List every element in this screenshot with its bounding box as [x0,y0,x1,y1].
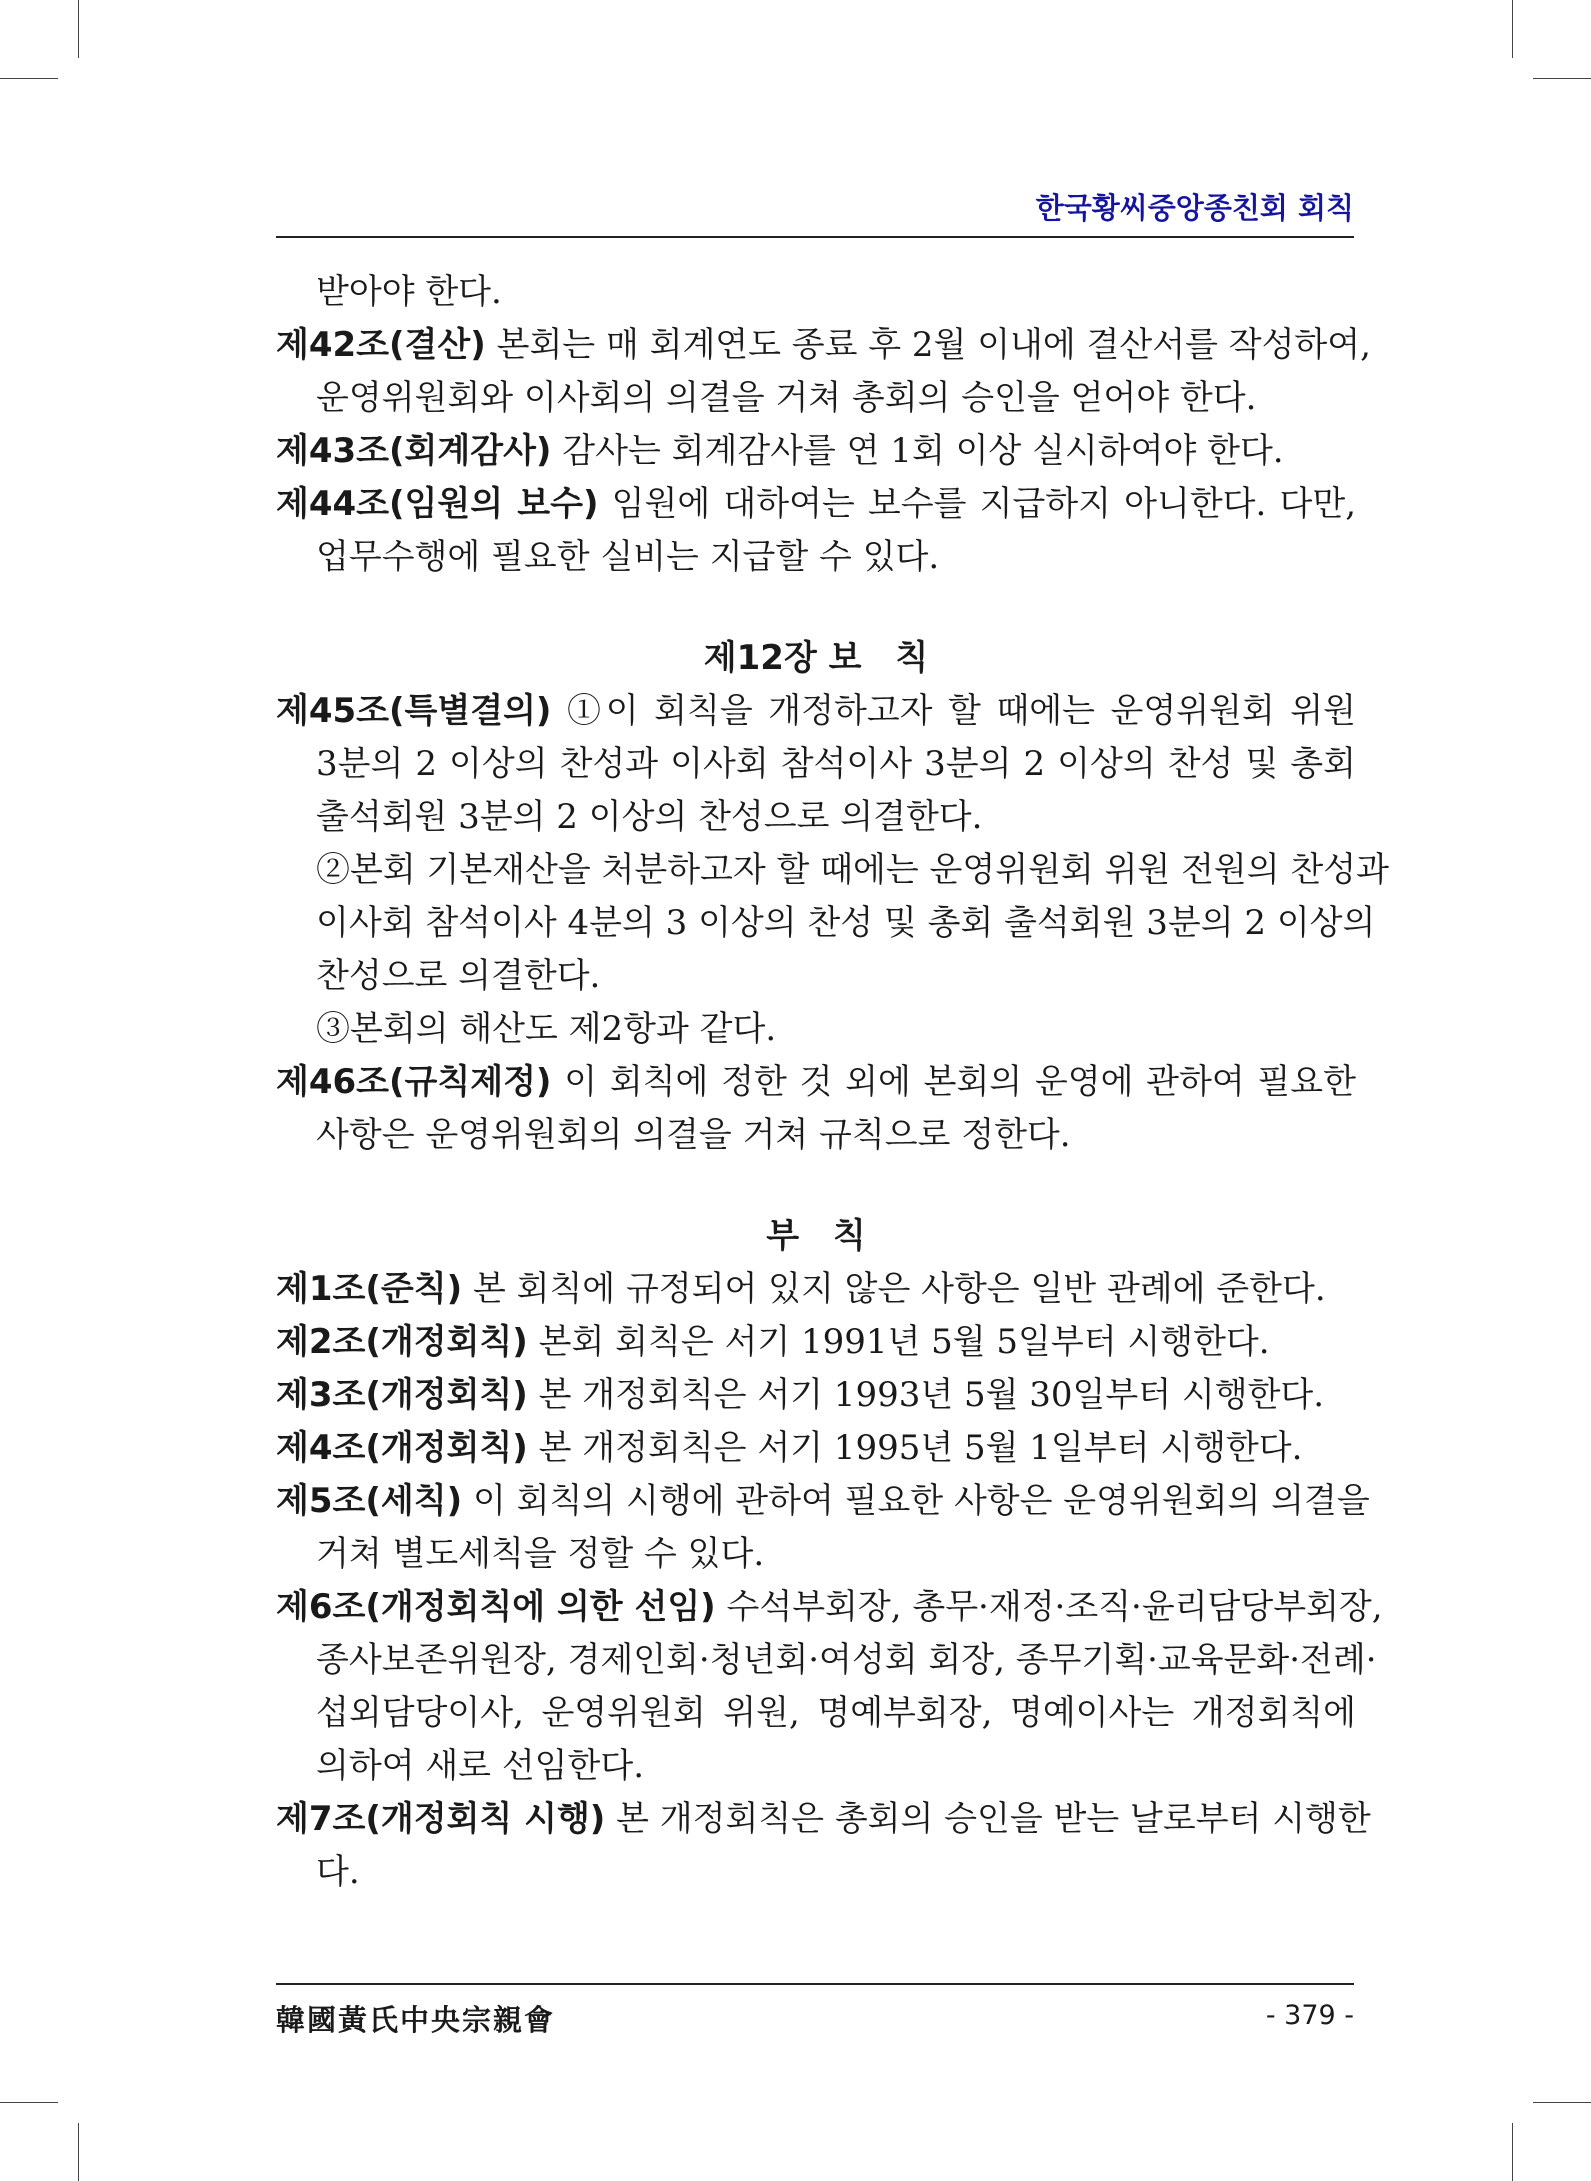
text-line [276,478,1356,531]
text-line [276,738,1356,791]
page-body [276,266,1389,1899]
article-title: (특별결의) [389,691,552,731]
text-line [276,266,1356,319]
article-number: 제5조 [276,1481,366,1521]
header-rule [276,236,1354,238]
article-text: 감사는 회계감사를 연 1회 이상 실시하여야 한다. [551,431,1284,471]
article-text: 거쳐 별도세칙을 정할 수 있다. [316,1534,765,1574]
text-line [276,319,1371,372]
text-line [276,1634,1377,1687]
text-line [276,1422,1356,1475]
article-title: (세칙) [365,1481,463,1521]
article-text: 업무수행에 필요한 실비는 지급할 수 있다. [316,537,940,577]
article-text: 찬성으로 의결한다. [316,956,601,996]
running-header: 한국황씨중앙종친회 회칙 [1035,191,1354,225]
article-number: 제7조 [276,1799,366,1839]
article-number: 제45조 [276,691,390,731]
article-text: ③본회의 해산도 제2항과 같다. [316,1009,777,1049]
article-text: 섭외담당이사, 운영위원회 위원, 명예부회장, 명예이사는 개정회칙에 [316,1693,1356,1733]
article-text: 이 회칙에 정한 것 외에 본회의 운영에 관하여 필요한 [551,1062,1356,1102]
article-text: 본 개정회칙은 서기 1993년 5월 30일부터 시행한다. [527,1375,1325,1415]
article-number: 제43조 [276,431,390,471]
text-line [276,791,1356,844]
article-text: 다. [316,1852,360,1892]
text-line [276,1581,1383,1634]
chapter-number: 제12장 [703,638,817,678]
crop-mark-bottom-right [1512,2123,1513,2181]
section-supplementary-articles [276,1263,1383,1899]
footer-rule [276,1983,1354,1985]
text-line [276,1475,1370,1528]
article-number: 제6조 [276,1587,366,1627]
text-line [276,1528,1356,1581]
article-text: 임원에 대하여는 보수를 지급하지 아니한다. 다만, [598,484,1356,524]
section-gap [276,584,1356,632]
text-line [276,1109,1356,1162]
article-title: (개정회칙에 의한 선임) [365,1587,716,1627]
text-line [276,372,1356,425]
text-line [276,1687,1356,1740]
article-title: (개정회칙) [365,1322,528,1362]
text-line [276,1793,1371,1846]
article-text: ②본회 기본재산을 처분하고자 할 때에는 운영위원회 위원 전원의 찬성과 [316,850,1389,890]
crop-mark-top-left-h [0,78,58,79]
crop-mark-top-left [78,0,79,58]
text-line [276,897,1376,950]
article-number: 제1조 [276,1269,366,1309]
article-number: 제42조 [276,325,390,365]
article-title: (규칙제정) [389,1062,552,1102]
article-text: 사항은 운영위원회의 의결을 거쳐 규칙으로 정한다. [316,1115,1071,1155]
supplementary-title: 부 칙 [766,1216,866,1256]
crop-mark-top-right [1512,0,1513,58]
article-text: 3분의 2 이상의 찬성과 이사회 참석이사 3분의 2 이상의 찬성 및 총회 [316,744,1356,784]
text-line [276,1740,1356,1793]
article-number: 제44조 [276,484,390,524]
article-title: (준칙) [365,1269,463,1309]
section-gap [276,1162,1356,1210]
article-text: ①이 회칙을 개정하고자 할 때에는 운영위원회 위원 [551,691,1356,731]
text-line [276,1263,1356,1316]
article-text: 종사보존위원장, 경제인회·청년회·여성회 회장, 종무기획·교육문화·전례· [316,1640,1377,1680]
text-line [276,1003,1356,1056]
page-number: - 379 - [1265,2000,1354,2031]
footer-organization: 韓國黃氏中央宗親會 [276,2003,556,2037]
article-number: 제3조 [276,1375,366,1415]
text-line [276,1056,1356,1109]
text-line [276,1369,1356,1422]
supplementary-heading [276,1210,1356,1263]
crop-mark-bottom-left-h [0,2102,58,2103]
article-text: 운영위원회와 이사회의 의결을 거쳐 총회의 승인을 얻어야 한다. [316,378,1257,418]
section-chapter12-articles [276,685,1389,1162]
article-title: (개정회칙) [365,1375,528,1415]
text-line [276,531,1356,584]
article-title: (개정회칙) [365,1428,528,1468]
article-text: 받아야 한다. [316,272,502,312]
text-line [276,950,1356,1003]
article-title: (임원의 보수) [389,484,599,524]
text-line [276,1316,1356,1369]
article-text: 본회 회칙은 서기 1991년 5월 5일부터 시행한다. [527,1322,1270,1362]
article-text: 수석부회장, 총무·재정·조직·윤리담당부회장, [715,1587,1383,1627]
crop-mark-bottom-right-h [1533,2102,1591,2103]
article-text: 본 개정회칙은 총회의 승인을 받는 날로부터 시행한 [605,1799,1371,1839]
article-text: 이사회 참석이사 4분의 3 이상의 찬성 및 총회 출석회원 3분의 2 이상의 [316,903,1376,943]
article-number: 제2조 [276,1322,366,1362]
article-text: 본회는 매 회계연도 종료 후 2월 이내에 결산서를 작성하여, [485,325,1371,365]
text-line [276,685,1356,738]
article-number: 제46조 [276,1062,390,1102]
article-text: 본 회칙에 규정되어 있지 않은 사항은 일반 관례에 준한다. [462,1269,1326,1309]
chapter-heading [276,632,1356,685]
article-text: 이 회칙의 시행에 관하여 필요한 사항은 운영위원회의 의결을 [462,1481,1370,1521]
text-line [276,425,1356,478]
text-line [276,844,1389,897]
text-line [276,1846,1356,1899]
chapter-name: 보 칙 [828,638,929,678]
article-title: (결산) [389,325,486,365]
article-text: 출석회원 3분의 2 이상의 찬성으로 의결한다. [316,797,983,837]
article-title: (회계감사) [389,431,552,471]
section-top-articles [276,266,1371,584]
article-text: 의하여 새로 선임한다. [316,1746,645,1786]
crop-mark-bottom-left [78,2123,79,2181]
crop-mark-top-right-h [1533,78,1591,79]
article-text: 본 개정회칙은 서기 1995년 5월 1일부터 시행한다. [527,1428,1303,1468]
article-title: (개정회칙 시행) [365,1799,606,1839]
article-number: 제4조 [276,1428,366,1468]
